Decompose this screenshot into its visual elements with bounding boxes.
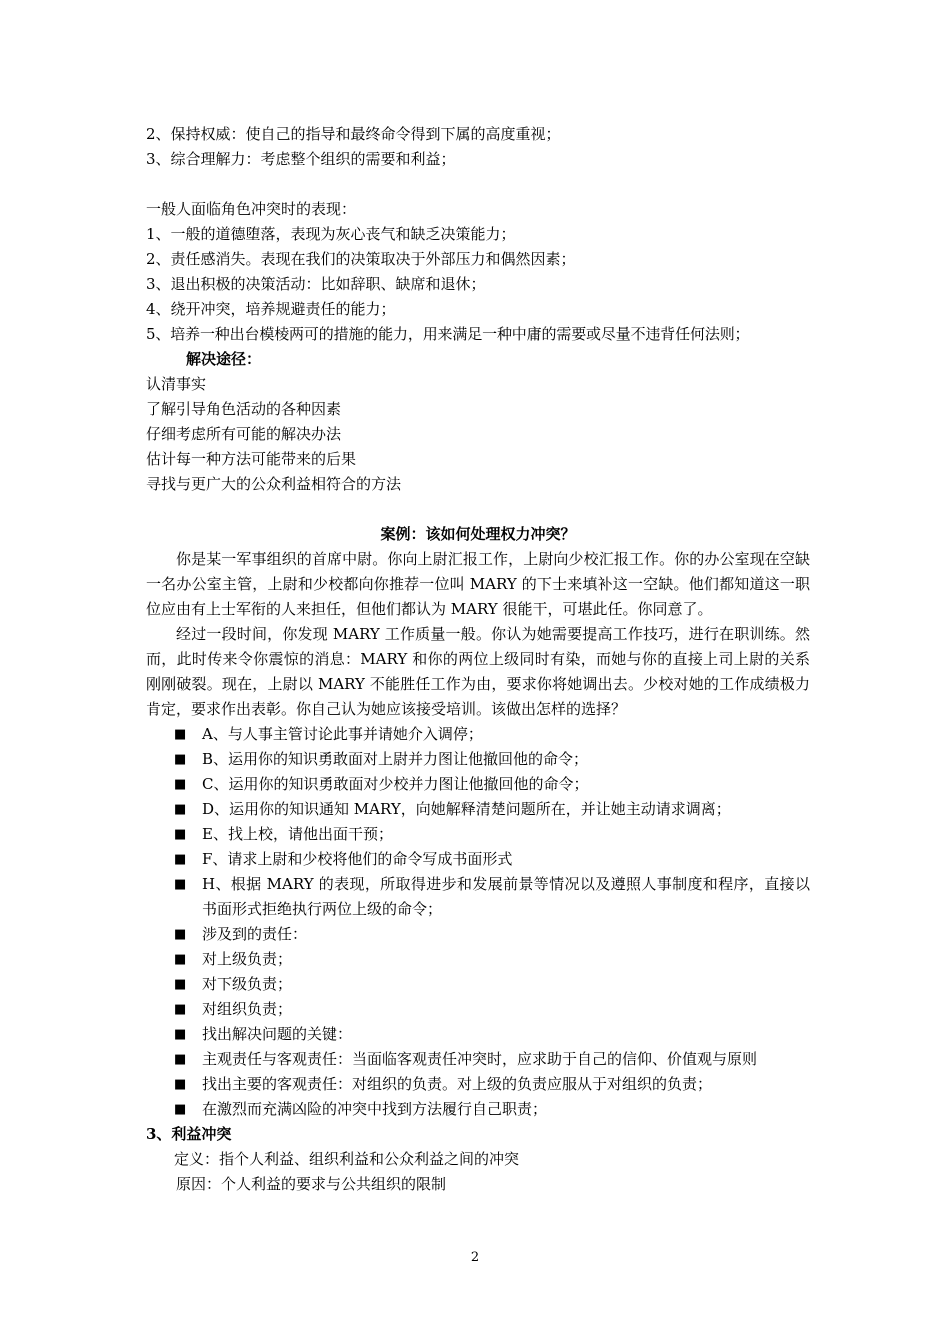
bullet-text: 对组织负责； [202, 1000, 293, 1018]
bullet-item [146, 1097, 810, 1122]
definition-line: 定义：指个人利益、组织利益和公众利益之间的冲突 [174, 1150, 520, 1168]
list-item: 认清事实 [146, 375, 207, 393]
bullet-item [146, 722, 810, 747]
square-bullet-icon: ■ [174, 977, 187, 992]
list-item: 1、一般的道德堕落，表现为灰心丧气和缺乏决策能力； [146, 225, 516, 243]
list-item: 2、保持权威：使自己的指导和最终命令得到下属的高度重视； [146, 125, 561, 143]
bullet-text: D、运用你的知识通知 MARY，向她解释清楚问题所在，并让她主动请求调离； [202, 800, 731, 818]
square-bullet-icon: ■ [174, 802, 187, 817]
bullet-item [146, 1022, 810, 1047]
bullet-text: B、运用你的知识勇敢面对上尉并力图让他撤回他的命令； [202, 750, 589, 768]
bullet-text: F、请求上尉和少校将他们的命令写成书面形式 [202, 850, 513, 868]
cause-line: 原因：个人利益的要求与公共组织的限制 [176, 1175, 447, 1193]
bullet-item [146, 872, 810, 922]
bullet-item [146, 822, 810, 847]
bullet-item [146, 1072, 810, 1097]
bullet-item [146, 797, 810, 822]
bullet-text: 对下级负责； [202, 975, 293, 993]
bullet-text: 找出主要的客观责任：对组织的负责。对上级的负责应服从于对组织的负责； [202, 1075, 713, 1093]
bullet-text: E、找上校，请他出面干预； [202, 825, 393, 843]
blank-line [146, 172, 810, 197]
case-paragraph: 经过一段时间，你发现 MARY 工作质量一般。你认为她需要提高工作技巧，进行在职训练。然而，此时传来令你震惊的消息：MARY 和你的两位上级同时有染，而她与你的直接上司上尉的关系刚刚破裂。现在，上尉以 MARY 不能胜任工作为由，要求你将她调出去。少校对她的工作成绩极力肯定，要求作出表彰。你自己认为她应该接受培训。该做出怎样的选择？ [146, 625, 810, 718]
case-title: 案例：该如何处理权力冲突？ [380, 525, 576, 543]
bullet-text: H、根据 MARY 的表现，所取得进步和发展前景等情况以及遵照人事制度和程序，直接以书面形式拒绝执行两位上级的命令； [202, 875, 810, 918]
bullet-text: 涉及到的责任： [202, 925, 308, 943]
square-bullet-icon: ■ [174, 752, 187, 767]
blank-line [146, 497, 810, 522]
document-page [146, 122, 810, 1197]
bullet-text: 找出解决问题的关键： [202, 1025, 353, 1043]
list-item: 5、培养一种出台模棱两可的措施的能力，用来满足一种中庸的需要或尽量不违背任何法则； [146, 325, 750, 343]
list-item: 2、责任感消失。表现在我们的决策取决于外部压力和偶然因素； [146, 250, 576, 268]
bullet-text: 对上级负责； [202, 950, 293, 968]
bullet-text: 在激烈而充满凶险的冲突中找到方法履行自己职责； [202, 1100, 548, 1118]
bullet-text: 主观责任与客观责任：当面临客观责任冲突时，应求助于自己的信仰、价值观与原则 [202, 1050, 758, 1068]
section-heading: 3、利益冲突 [146, 1125, 232, 1143]
bullet-item [146, 922, 810, 947]
square-bullet-icon: ■ [174, 1027, 187, 1042]
case-paragraph: 你是某一军事组织的首席中尉。你向上尉汇报工作，上尉向少校汇报工作。你的办公室现在空缺一名办公室主管，上尉和少校都向你推荐一位叫 MARY 的下士来填补这一空缺。他们都知道这一职位应由有上士军衔的人来担任，但他们都认为 MARY 很能干，可堪此任。你同意了。 [146, 550, 810, 618]
bullet-item [146, 747, 810, 772]
square-bullet-icon: ■ [174, 1077, 187, 1092]
square-bullet-icon: ■ [174, 852, 187, 867]
solution-heading: 解决途径： [186, 350, 262, 368]
square-bullet-icon: ■ [174, 1102, 187, 1117]
square-bullet-icon: ■ [174, 877, 187, 892]
square-bullet-icon: ■ [174, 927, 187, 942]
list-item: 3、退出积极的决策活动：比如辞职、缺席和退休； [146, 275, 486, 293]
bullet-text: C、运用你的知识勇敢面对少校并力图让他撤回他的命令； [202, 775, 589, 793]
bullet-item [146, 772, 810, 797]
bullet-item [146, 972, 810, 997]
square-bullet-icon: ■ [174, 827, 187, 842]
bullet-item [146, 847, 810, 872]
bullet-item [146, 1047, 810, 1072]
square-bullet-icon: ■ [174, 777, 187, 792]
square-bullet-icon: ■ [174, 952, 187, 967]
square-bullet-icon: ■ [174, 727, 187, 742]
list-item: 3、综合理解力：考虑整个组织的需要和利益； [146, 150, 456, 168]
list-item: 寻找与更广大的公众利益相符合的方法 [146, 475, 402, 493]
square-bullet-icon: ■ [174, 1052, 187, 1067]
bullet-item [146, 947, 810, 972]
conflict-intro: 一般人面临角色冲突时的表现： [146, 200, 357, 218]
list-item: 4、绕开冲突，培养规避责任的能力； [146, 300, 396, 318]
option-list [146, 722, 810, 1122]
square-bullet-icon: ■ [174, 1002, 187, 1017]
bullet-text: A、与人事主管讨论此事并请她介入调停； [202, 725, 483, 743]
page-number: 2 [470, 1250, 480, 1265]
list-item: 了解引导角色活动的各种因素 [146, 400, 342, 418]
bullet-item [146, 997, 810, 1022]
list-item: 仔细考虑所有可能的解决办法 [146, 425, 342, 443]
list-item: 估计每一种方法可能带来的后果 [146, 450, 357, 468]
